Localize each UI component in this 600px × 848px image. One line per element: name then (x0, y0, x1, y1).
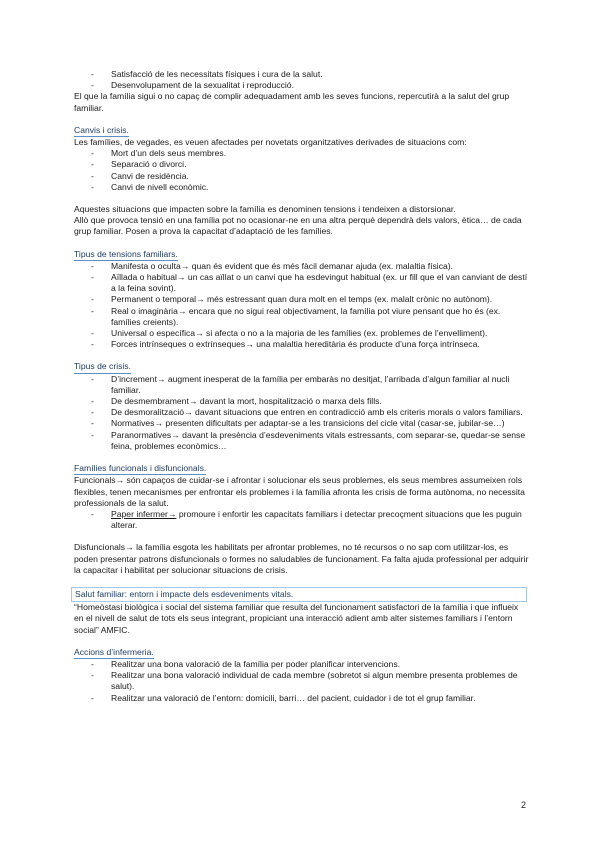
list-item: - Realitzar una valoració de l’entorn: domicili, barri… del pacient, cuidador i de tot el grup familiar. (74, 693, 530, 704)
list-item: - Satisfacció de les necessitats físiques i cura de la salut. (74, 69, 530, 80)
list-item: - De desmembrament→ davant la mort, hospitalització o marxa dels fills. (74, 396, 530, 407)
list-item: - Realitzar una bona valoració de la família per poder planificar intervencions. (74, 659, 530, 670)
list-item: - Real o imaginària→ encara que no sigui real objectivament, la família pot viure pensant que ho és (ex. famílies creients). (74, 306, 530, 328)
paragraph: Funcionals→ són capaços de cuidar-se i afrontar i solucionar els seus problemes, els seus membres assumeixen rols flexibles, tenen mecanismes per enfrontar els problemes i la família afronta les crisis de forma autònoma, no necessita professionals de la salut. (74, 475, 525, 508)
list-item: - D’increment→ augment inesperat de la família per embaràs no desitjat, l’arribada d’algun familiar al nucli familiar. (74, 374, 530, 396)
section-heading: Accions d’infermeria. (74, 647, 154, 659)
section-tensions (74, 249, 530, 351)
list-item: - Aïllada o habitual→ un cas aïllat o un canvi que ha esdevingut habitual (ex. ur fill que el van canviant de destí a la feina sovint). (74, 272, 530, 294)
list-item: - Paranormatives→ davant la presència d’esdeveniments vitals estressants, com separar-se, quedar-se sense feina, problemes econòmics… (74, 430, 530, 452)
section-funcionals (74, 463, 530, 576)
section-heading: Canvis i crisis. (74, 125, 129, 137)
crisis-list (74, 374, 530, 452)
accions-list (74, 659, 530, 704)
list-item: - Mort d’un dels seus membres. (74, 148, 530, 159)
section-salut (74, 587, 530, 636)
quote-paragraph: “Homeòstasi biològica i social del sistema familiar que resulta del funcionament satisfactori de la família i que influeix en el nivell de salut de tots els seus integrant, propiciant una interacció adient amb alter sistemes familiars i l’entorn social” AMFIC. (74, 602, 519, 635)
list-item: - Manifesta o oculta→ quan és evident que és més fàcil demanar ajuda (ex. malaltia física). (74, 261, 530, 272)
list-item: - Canvi de residència. (74, 171, 530, 182)
tensions-list (74, 261, 530, 351)
funcionals-list (74, 509, 530, 531)
section-canvis (74, 125, 530, 238)
paragraph: Disfuncionals→ la família esgota les habilitats per afrontar problemes, no té recursos o no sap com utilitzar-los, es poden presentar patrons disfuncionals o formes no saludables de funcionament. Fa falta ajuda professional per adquirir la capacitar i habilitat per solucionar situacions de crisis. (74, 542, 529, 575)
list-item: - Separació o divorci. (74, 159, 530, 170)
list-item: - Realitzar una bona valoració individual de cada membre (sobretot si algun membre presenta problemes de salut). (74, 670, 530, 692)
paragraph: Allò que provoca tensió en una família pot no ocasionar-ne en una altra perquè dependrà dels valors, ètica… de cada grup familiar. Posen a prova la capacitat d’adaptació de les famílies. (74, 215, 522, 237)
section-accions (74, 647, 530, 704)
section-crisis (74, 361, 530, 452)
list-item: - Universal o específica→ si afecta o no a la majoria de les famílies (ex. problemes de l’envelliment). (74, 328, 530, 339)
paragraph: Les famílies, de vegades, es veuen afectades per novetats organitzatives derivades de situacions com: (74, 137, 467, 148)
list-item: - Desenvolupament de la sexualitat i reproducció. (74, 80, 530, 91)
paragraph: El que la família sigui o no capaç de complir adequadament amb les seves funcions, repercutirà a la salut del grup familiar. (74, 91, 510, 113)
list-item (74, 509, 530, 531)
document-content (74, 69, 530, 704)
paragraph: Aquestes situacions que impacten sobre la família es denominen tensions i tendeixen a distorsionar. (74, 204, 456, 215)
list-item: - Canvi de nivell econòmic. (74, 182, 530, 193)
top-list (74, 69, 530, 91)
list-item: - Normatives→ presenten dificultats per adaptar-se a les transicions del cicle vital (casar-se, jubilar-se…) (74, 418, 530, 429)
list-item: - De desmoralització→ davant situacions que entren en contradicció amb els criteris morals o valors familiars. (74, 407, 530, 418)
page-number: 2 (521, 800, 527, 810)
list-item: - Forces intrínseques o extrínseques→ una malaltia hereditària és producte d’una força intrínseca. (74, 339, 530, 350)
paper-infermer-text: promoure i enfortir les capacitats familiars i detectar precoçment situacions que les puguin alterar. (111, 508, 522, 531)
section-heading: Tipus de tensions familiars. (74, 249, 178, 261)
list-item: - Permanent o temporal→ més estressant quan dura molt en el temps (ex. malalt crònic no autònom). (74, 294, 530, 305)
section-heading: Tipus de crisis. (74, 361, 131, 373)
paper-infermer-label: Paper infermer→ (111, 508, 177, 519)
canvis-list (74, 148, 530, 193)
section-heading-box: Salut familiar: entorn i impacte dels esdeveniments vitals. (71, 587, 527, 602)
section-heading: Famílies funcionals i disfuncionals. (74, 463, 206, 475)
